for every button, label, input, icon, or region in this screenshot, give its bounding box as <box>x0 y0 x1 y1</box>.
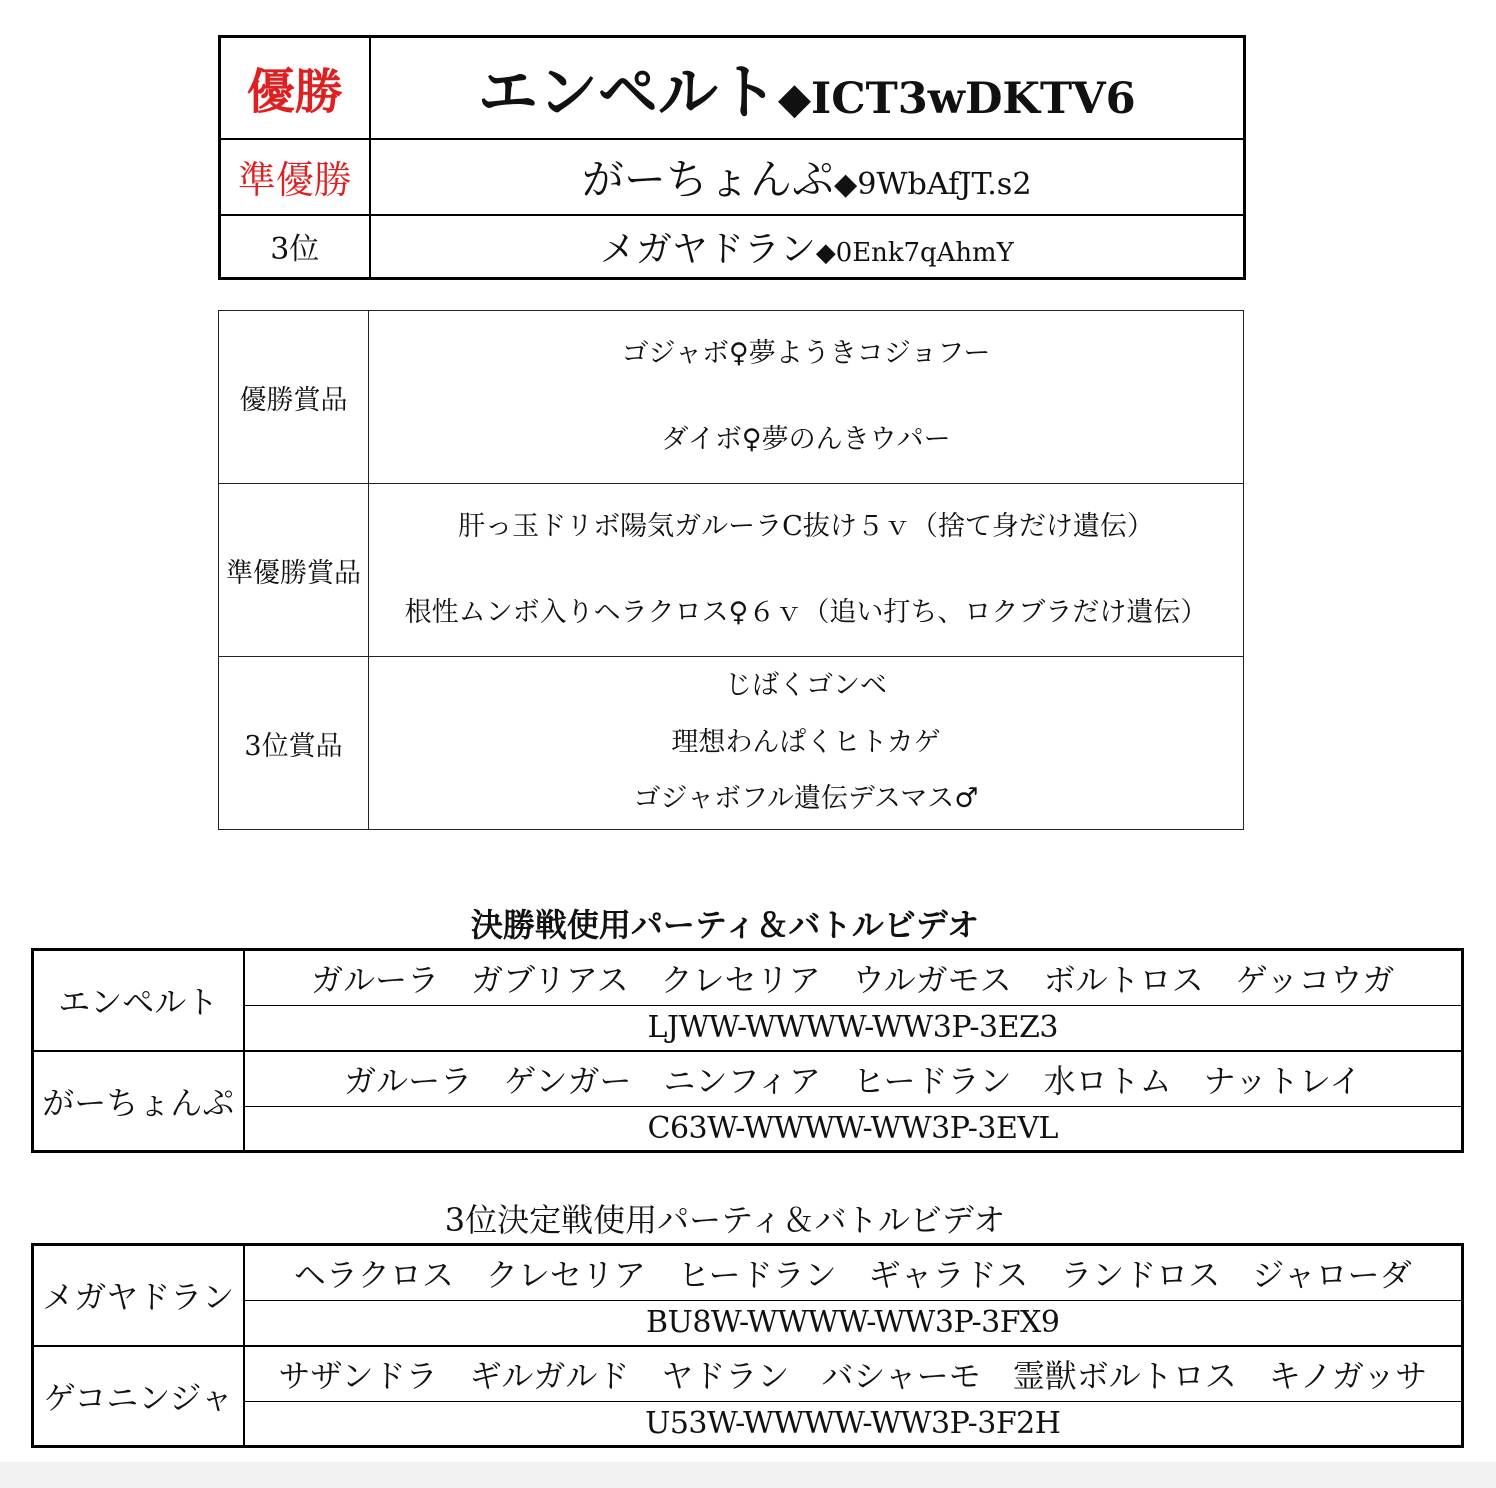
party-member: クレセリア <box>660 961 821 999</box>
third-place-rank-label: 3位 <box>220 215 370 279</box>
runner-up-rank-label: 準優勝 <box>220 139 370 215</box>
video-code-row <box>33 1006 1463 1051</box>
video-code-row <box>33 1107 1463 1152</box>
prize-item: 肝っ玉ドリボ陽気ガルーラC抜け５ｖ（捨て身だけ遺伝） <box>458 510 1154 542</box>
runner-up-prize-list <box>369 484 1244 657</box>
final-party-table <box>31 948 1464 1153</box>
runner-up-row <box>220 139 1245 215</box>
player-name: がーちょんぷ <box>33 1051 244 1152</box>
third-prize-row <box>219 657 1244 830</box>
party-member: ナットレイ <box>1203 1061 1362 1100</box>
prize-item: 理想わんぱくヒトカゲ <box>671 726 941 758</box>
player-name: ゲコニンジャ <box>33 1346 244 1447</box>
third-prize-label: 3位賞品 <box>219 657 369 830</box>
party-member: ガルーラ <box>344 1061 473 1100</box>
party-member: ガブリアス <box>471 961 629 999</box>
runner-up-prize-row <box>219 484 1244 657</box>
party-member: サザンドラ <box>278 1356 438 1395</box>
prizes-table <box>218 310 1244 830</box>
battle-video-code: BU8W-WWWW-WW3P-3FX9 <box>244 1301 1463 1346</box>
prize-item: じばくゴンベ <box>725 670 887 702</box>
winner-row <box>220 37 1245 139</box>
runner-up-name-cell <box>370 139 1245 215</box>
winner-rank-label: 優勝 <box>220 37 370 139</box>
player-name: エンペルト <box>33 950 244 1051</box>
party-member: ヒードラン <box>852 1061 1012 1100</box>
runner-up-prize-label: 準優勝賞品 <box>219 484 369 657</box>
party-member: ゲッコウガ <box>1235 961 1395 999</box>
player-party-row <box>33 1051 1463 1107</box>
party-list <box>244 1346 1463 1402</box>
party-member: ヒードラン <box>677 1256 837 1294</box>
bottom-band <box>0 1462 1496 1488</box>
player-name: メガヤドラン <box>33 1245 244 1346</box>
video-code-row <box>33 1301 1463 1346</box>
party-member: ウルガモス <box>852 961 1012 999</box>
party-member: ゲンガー <box>504 1061 632 1100</box>
third-place-name: メガヤドラン <box>599 228 816 270</box>
prize-item: ゴジャボ♀夢ようきコジョフー <box>621 337 991 369</box>
party-list <box>244 1245 1463 1301</box>
party-member: ニンフィア <box>663 1061 821 1100</box>
party-member: ジャローダ <box>1252 1256 1412 1294</box>
battle-video-code: U53W-WWWW-WW3P-3F2H <box>244 1402 1463 1447</box>
third-prize-list <box>369 657 1244 830</box>
third-place-row <box>220 215 1245 279</box>
battle-video-code: LJWW-WWWW-WW3P-3EZ3 <box>244 1006 1463 1051</box>
third-place-trip: ◆0Enk7qAhmY <box>815 237 1014 268</box>
prize-item: 根性ムンボ入りヘラクロス♀６ｖ（追い打ち、ロクブラだけ遺伝） <box>404 597 1208 628</box>
runner-up-trip: ◆9WbAfJT.s2 <box>833 166 1032 202</box>
party-member: ヤドラン <box>661 1356 790 1395</box>
prize-item: ダイボ♀夢のんきウパー <box>661 424 951 455</box>
party-member: ギャラドス <box>868 1256 1029 1294</box>
winner-trip: ◆ICT3wDKTV6 <box>777 72 1136 124</box>
winner-name: エンペルト <box>477 57 778 128</box>
final-section-title: 決勝戦使用パーティ＆バトルビデオ <box>470 906 980 944</box>
party-member: 霊獣ボルトロス <box>1012 1356 1237 1395</box>
winner-prize-list <box>369 311 1244 484</box>
third-section-title: 3位決定戦使用パーティ＆バトルビデオ <box>444 1201 1006 1239</box>
prize-item: ゴジャボフル遺伝デスマス♂ <box>633 783 979 815</box>
party-member: ギルガルド <box>469 1356 630 1395</box>
third-party-table <box>31 1243 1464 1448</box>
video-code-row <box>33 1402 1463 1447</box>
party-member: キノガッサ <box>1268 1356 1428 1395</box>
player-party-row <box>33 1245 1463 1301</box>
party-list <box>244 1051 1463 1107</box>
battle-video-code: C63W-WWWW-WW3P-3EVL <box>244 1107 1463 1152</box>
player-party-row <box>33 950 1463 1006</box>
results-table <box>218 35 1246 280</box>
party-member: バシャーモ <box>821 1356 981 1395</box>
party-member: 水ロトム <box>1043 1061 1172 1100</box>
winner-prize-row <box>219 311 1244 484</box>
party-member: ヘラクロス <box>293 1256 454 1294</box>
player-party-row <box>33 1346 1463 1402</box>
runner-up-name: がーちょんぷ <box>581 154 834 204</box>
winner-prize-label: 優勝賞品 <box>219 311 369 484</box>
party-member: ランドロス <box>1060 1256 1221 1294</box>
party-list <box>244 950 1463 1006</box>
party-member: クレセリア <box>485 1256 646 1294</box>
third-place-name-cell <box>370 215 1245 279</box>
party-member: ボルトロス <box>1043 961 1204 999</box>
winner-name-cell <box>370 37 1245 139</box>
party-member: ガルーラ <box>311 961 440 999</box>
